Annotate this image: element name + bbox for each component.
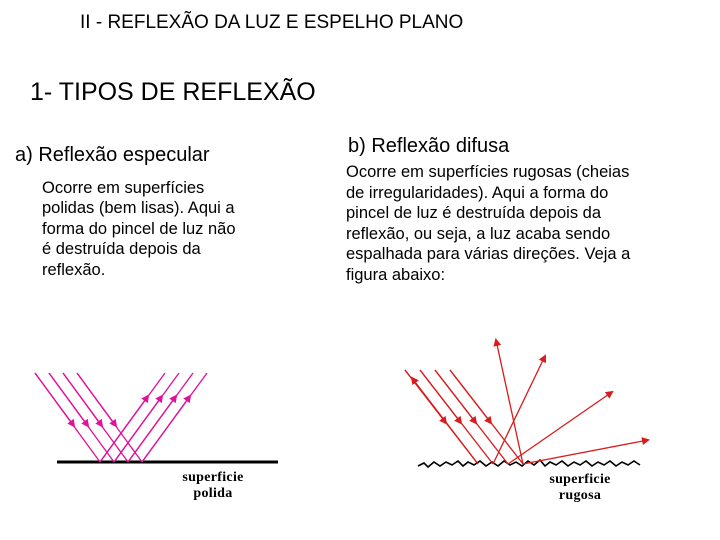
surface-label-line: polida	[193, 486, 233, 501]
surface-label-line: superficie	[549, 472, 611, 487]
surface-label-line: superficie	[182, 470, 244, 485]
diffuse-line: Ocorre em superfícies rugosas (cheias	[346, 163, 630, 181]
surface-label-line: rugosa	[558, 488, 602, 503]
incident-rays	[35, 373, 142, 462]
page-title: II - REFLEXÃO DA LUZ E ESPELHO PLANO	[80, 12, 464, 33]
scattered-ray	[412, 378, 478, 464]
diffuse-line: reflexão, ou seja, a luz acaba sendo	[346, 224, 611, 243]
diffuse-line: de irregularidades). Aqui a forma do	[346, 183, 609, 202]
section-title: 1- TIPOS DE REFLEXÃO	[30, 78, 316, 106]
specular-line: forma do pincel de luz não	[42, 219, 236, 238]
reflected-arrow	[142, 396, 190, 462]
diffuse-line: espalhada para várias direções. Veja a	[346, 245, 631, 264]
scattered-ray	[508, 392, 612, 464]
reflected-rays	[100, 373, 207, 462]
specular-line: é destruída depois da	[42, 240, 201, 259]
rough-surface-label	[525, 472, 635, 504]
reflected-arrow	[128, 396, 176, 462]
polished-surface-label	[158, 470, 268, 502]
reflected-arrow	[114, 396, 162, 462]
diffuse-line: pincel de luz é destruída depois da	[346, 204, 602, 223]
reflected-arrow	[100, 396, 148, 462]
scattered-rays	[412, 340, 648, 464]
diffuse-diagram	[405, 340, 648, 467]
scattered-ray	[496, 340, 523, 464]
specular-line: Ocorre em superfícies	[42, 179, 205, 197]
diffuse-line: figura abaixo:	[346, 265, 446, 284]
specular-line: reflexão.	[42, 260, 106, 279]
diffuse-heading: b) Reflexão difusa	[348, 135, 510, 157]
specular-line: polidas (bem lisas). Aqui a	[42, 199, 235, 218]
specular-heading: a) Reflexão especular	[15, 144, 210, 166]
specular-diagram	[35, 373, 278, 462]
